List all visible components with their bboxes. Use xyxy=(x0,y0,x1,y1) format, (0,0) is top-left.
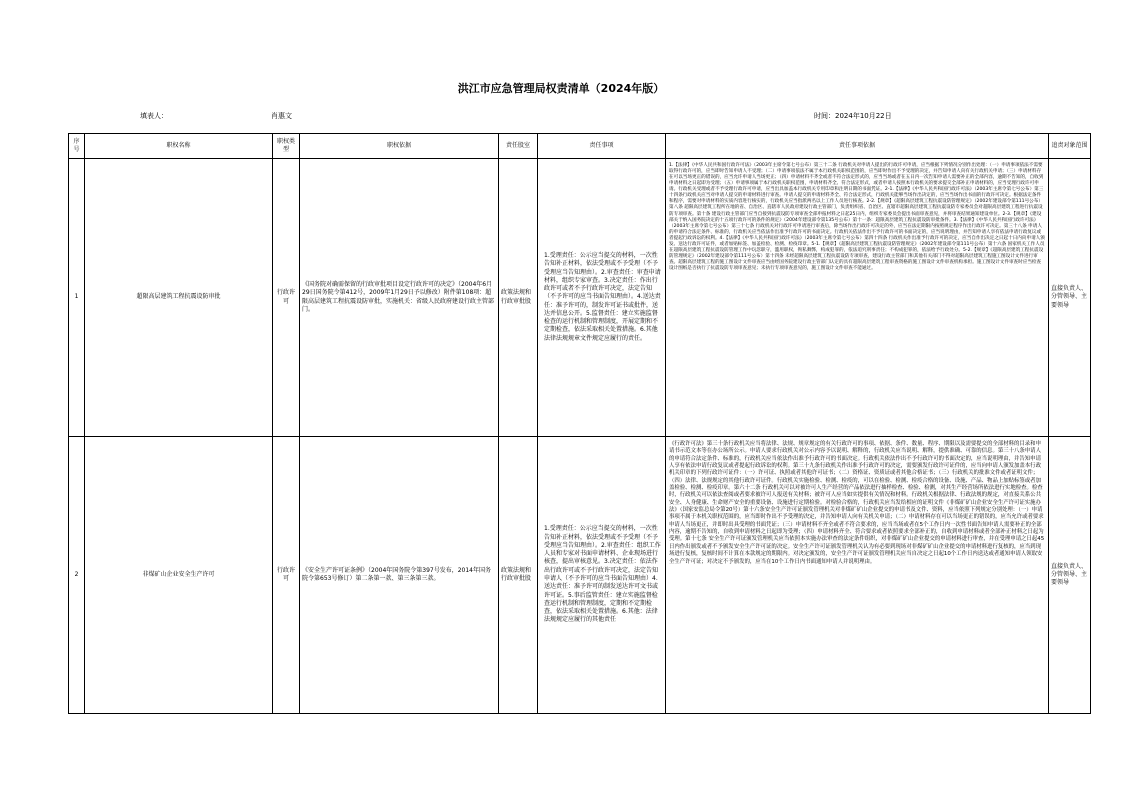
filler-label: 填表人： xyxy=(140,112,168,120)
time-label: 时间：2024年10月22日 xyxy=(814,112,892,120)
row-accountable: 直接负责人、分管领导、主要领导 xyxy=(1049,159,1091,437)
header-accountable: 追责对象范围 xyxy=(1049,134,1091,159)
row-basis: 《安全生产许可证条例》（2004年国务院令第397号发布，2014年国务院令第653号修订）第二条第一款、第三条第三款。 xyxy=(300,437,499,714)
header-name: 职权名称 xyxy=(85,134,273,159)
row-type: 行政许可 xyxy=(273,437,300,714)
header-basis: 职权依据 xyxy=(300,134,499,159)
document-title: 洪江市应急管理局权责清单（2024年版） xyxy=(457,82,665,95)
row-name: 超限高层建筑工程抗震设防审批 xyxy=(85,159,273,437)
header-index: 序号 xyxy=(69,134,85,159)
row-duties: 1.受理责任：公示应当提交的材料，一次性告知补正材料，依法受理或不予受理（不予受理应当告知理由）。2.审查责任：组织工作人员和专家对书面申请材料、企业现场进行核查，提出审核意见。3.决定责任：依法作出行政许可或不予行政许可决定，法定告知申请人（不予许可的应当书面告知理由）4.送达责任：准予许可的制发送达许可文书或许可证。5.事后监管责任：建立实施监督检查运行机制和管理制度，定期和不定期检查，依法采取相关处置措施。6.其他：法律法规规定应履行的其他责任 xyxy=(538,437,666,714)
row-department: 政策法规和行政审批股 xyxy=(499,437,538,714)
header-duty-basis: 责任事项依据 xyxy=(666,134,1049,159)
row-duty-basis: 1.【法律】《中华人民共和国行政许可法》（2003年主席令第七号公布）第三十二条 行政机关对申请人提出的行政许可申请，应当根据下列情况分别作出处理：（一）申请事项依法不需要取得行政许可的，应当即时告知申请人不受理；（二）申请事项依法不属于本行政机关职权范围的，应当即时作出不予受理的决定，并告知申请人向有关行政机关申请；（三）申请材料存在可以当场更正的错误的，应当允许申请人当场更正；（四）申请材料不齐全或者不符合法定形式的，应当当场或者在五日内一次告知申请人需要补正的全部内容，逾期不告知的，自收到申请材料之日起即为受理；（五）申请事项属于本行政机关职权范围，申请材料齐全、符合法定形式，或者申请人按照本行政机关的要求提交全部补正申请材料的，应当受理行政许可申请。行政机关受理或者不予受理行政许可申请，应当出具加盖本行政机关专用印章和注明日期的书面凭证。2-1.【法律】《中华人民共和国行政许可法》（2003年主席令第七号公布）第三十四条行政机关应当对申请人提交的申请材料进行审查。申请人提交的申请材料齐全、符合法定形式，行政机关能够当场作出决定的，应当当场作出书面的行政许可决定。根据法定条件和程序，需要对申请材料的实质内容进行核实的，行政机关应当指派两名以上工作人员进行核查。2-2.【规章】《超限高层建筑工程抗震设防管理规定》（2002年建设部令第111号公布）第八条 超限高层建筑工程所在地的省、自治区、直辖市人民政府建设行政主管部门，负责组织省、自治区、直辖市超限高层建筑工程抗震设防专家委员会对超限高层建筑工程进行抗震设防专项审查。第十条 建设行政主管部门应当自接到抗震设防专项审查全部申报材料之日起25日内，组织专家委员会提出书面审查意见，并将审查结果通知建设单位。2-3.【规章】《建设部关于纳入国务院决定的十五项行政许可的条件的规定》（2004年建设部令第135号公布）第十一条：超限高层建筑工程抗震设防审批条件。3.【法律】《中华人民共和国行政许可法》（2003年主席令第七号公布）第三十七条 行政机关对行政许可申请进行审查后，除当场作出行政许可决定的外，应当在法定期限内按照规定程序作出行政许可决定。第三十八条 申请人的申请符合法定条件、标准的，行政机关应当依法作出准予行政许可的书面决定。行政机关依法作出不予行政许可的书面决定的，应当说明理由，并告知申请人享有依法申请行政复议或者提起行政诉讼的权利。4.【法律】《中华人民共和国行政许可法》（2003年主席令第七号公布）第四十四条 行政机关作出准予行政许可的决定，应当自作出决定之日起十日内向申请人颁发、送达行政许可证件，或者加贴标签、加盖检验、检测、检疫印章。5-1.【规章】《超限高层建筑工程抗震设防管理规定》（2002年建设部令第111号公布）第十六条 国家机关工作人员在超限高层建筑工程抗震设防管理工作中玩忽职守，滥用职权，徇私舞弊，构成犯罪的，依法追究刑事责任；不构成犯罪的，依法给予行政处分。5-2.【规章】《超限高层建筑工程抗震设防管理规定》（2002年建设部令第111号公布）第十四条 未经超限高层建筑工程抗震设防专项审查，建设行政主管部门和其他有关部门不得对超限高层建筑工程施工图设计文件进行审查。超限高层建筑工程的施工图设计文件审查应当由经国务院建设行政主管部门认定的具有超限高层建筑工程审查资格的施工图设计文件审查机构承担。施工图设计文件审查时应当检查设计图纸是否执行了抗震设防专项审查意见；未执行专项审查意见的，施工图设计文件审查不能通过。 xyxy=(666,159,1049,437)
row-index: 2 xyxy=(69,437,85,714)
row-basis: 《国务院对确需保留的行政审批项目设定行政许可的决定》（2004年6月29日国务院令第412号，2009年1月29日予以修改）附件第108项：超限高层建筑工程抗震设防审批，实施机关：省级人民政府建设行政主管部门。 xyxy=(300,159,499,437)
row-name: 非煤矿山企业安全生产许可 xyxy=(85,437,273,714)
table-row xyxy=(69,159,1091,437)
table-header-row xyxy=(69,134,1091,159)
responsibility-table xyxy=(68,133,1091,714)
row-duty-basis: 《行政许可法》第三十条行政机关应当将法律、法规、规章规定的有关行政许可的事项、依据、条件、数量、程序、期限以及需要提交的全部材料的目录和申请书示范文本等在办公场所公示。申请人要求行政机关对公示内容予以说明、解释的，行政机关应当说明、解释，提供准确、可靠的信息。第三十八条申请人的申请符合法定条件、标准的，行政机关应当依法作出准予行政许可的书面决定。行政机关依法作出不予行政许可的书面决定的，应当说明理由，并告知申请人享有依法申请行政复议或者提起行政诉讼的权利。第三十九条行政机关作出准予行政许可的决定，需要颁发行政许可证件的，应当向申请人颁发加盖本行政机关印章的下列行政许可证件：（一）许可证、执照或者其他许可证书；（二）资格证、资质证或者其他合格证书；（三）行政机关的批准文件或者证明文件；（四）法律、法规规定的其他行政许可证件。行政机关实施检验、检测、检疫的，可以在检验、检测、检疫合格的设备、设施、产品、物品上加贴标签或者加盖检验、检测、检疫印章。第六十二条 行政机关可以对被许可人生产经营的产品依法进行抽样检查、检验、检测，对其生产经营场所依法进行实地检查。检查时，行政机关可以依法查阅或者要求被许可人报送有关材料；被许可人应当如实提供有关情况和材料。行政机关根据法律、行政法规的规定，对直接关系公共安全、人身健康、生命财产安全的重要设备、设施进行定期检验。对检验合格的，行政机关应当发给相应的证明文件《非煤矿矿山企业安全生产许可证实施办法》（国家安监总局令第20号）第十六条安全生产许可证颁发管理机关对非煤矿矿山企业提交的申请书及文件、资料，应当依照下列规定分别处理：（一）申请事项不属于本机关职权范围的，应当即时作出不予受理的决定，并告知申请人向有关机关申请；（二）申请材料存在可以当场更正的错误的，应当允许或者要求申请人当场更正，并即时出具受理的书面凭证；（三）申请材料不齐全或者不符合要求的，应当当场或者在5个工作日内一次性书面告知申请人需要补正的全部内容，逾期不告知的，自收到申请材料之日起即为受理；（四）申请材料齐全、符合要求或者依照要求全部补正的，自收到申请材料或者全部补正材料之日起为受理。第十七条 安全生产许可证颁发管理机关应当依照本实施办法审查的法定条件组织，对非煤矿矿山企业提交的申请材料进行审查，并在受理申请之日起45日内作出颁发或者不予颁发安全生产许可证的决定。安全生产许可证颁发管理机关认为有必要到现场对非煤矿矿山企业提交的申请材料进行复核的，应当到现场进行复核，复核时间不计算在本款规定的期限内。对决定颁发的，安全生产许可证颁发管理机关应当自决定之日起10个工作日内送达或者通知申请人领取安全生产许可证；对决定不予颁发的，应当在10个工作日内书面通知申请人并说明理由。 xyxy=(666,437,1049,714)
row-duties: 1.受理责任：公示应当提交的材料，一次性告知补正材料，依法受理或不予受理（不予受理应当告知理由）。2.审查责任：审查申请材料，组织专家审查。3.决定责任：作出行政许可或者不予行政许可决定，法定告知（不予许可的应当书面告知理由）。4.送达责任：准予许可的，制发许可证书或批件，送达并信息公开。5.监督责任：建立实施监督检查的运行机制和管理制度，开展定期和不定期检查，依法采取相关处置措施。6.其他法律法规规章文件规定应履行的责任。 xyxy=(538,159,666,437)
header-type: 职权类型 xyxy=(273,134,300,159)
row-accountable: 直接负责人、分管领导、主要领导 xyxy=(1049,437,1091,714)
filler-name: 肖惠文 xyxy=(271,112,292,120)
row-index: 1 xyxy=(69,159,85,437)
header-department: 责任股室 xyxy=(499,134,538,159)
row-type: 行政许可 xyxy=(273,159,300,437)
row-department: 政策法规和行政审批股 xyxy=(499,159,538,437)
header-duties: 责任事项 xyxy=(538,134,666,159)
table-row xyxy=(69,437,1091,714)
